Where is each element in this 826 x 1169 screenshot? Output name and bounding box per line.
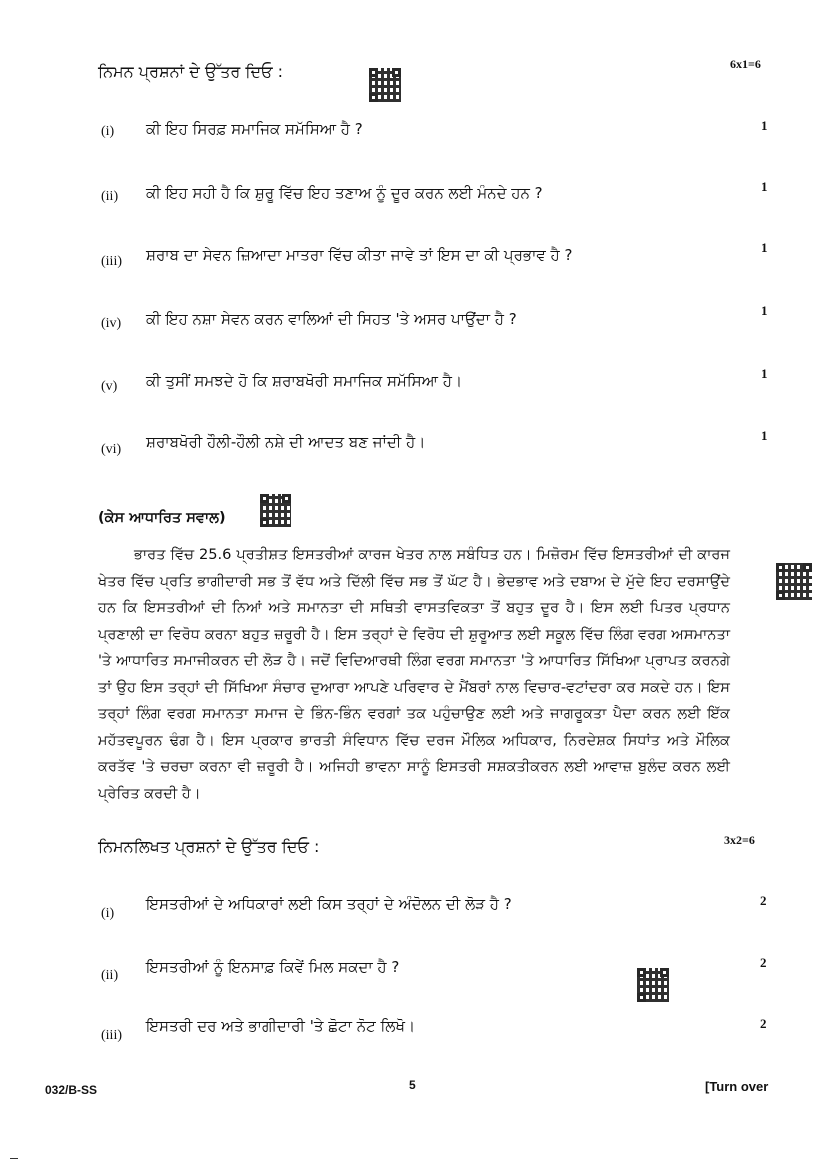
section1-total-marks: 6x1=6	[730, 57, 761, 71]
section2-heading: ਨਿਮਨਲਿਖਤ ਪ੍ਰਸ਼ਨਾਂ ਦੇ ਉੱਤਰ ਦਿਓ :	[98, 837, 320, 856]
bottom-edge-mark	[10, 1158, 18, 1159]
case-passage-text: ਭਾਰਤ ਵਿੱਚ 25.6 ਪ੍ਰਤੀਸ਼ਤ ਇਸਤਰੀਆਂ ਕਾਰਜ ਖੇਤਰ ਨਾਲ ਸਬੰਧਿਤ ਹਨ। ਮਿਜ਼ੋਰਮ ਵਿੱਚ ਇਸਤਰੀਆਂ ਦੀ ਕਾਰਜ ਖੇਤਰ ਵਿੱਚ ਪ੍ਰਤਿ ਭਾਗੀਦਾਰੀ ਸਭ ਤੋਂ ਵੱਧ ਅਤੇ ਦਿੱਲੀ ਵਿੱਚ ਸਭ ਤੋਂ ਘੱਟ ਹੈ। ਭੇਦਭਾਵ ਅਤੇ ਦਬਾਅ ਦੇ ਮੁੱਦੇ ਇਹ ਦਰਸਾਉਂਦੇ ਹਨ ਕਿ ਇਸਤਰੀਆਂ ਦੀ ਨਿਆਂ ਅਤੇ ਸਮਾਨਤਾ ਦੀ ਸਥਿਤੀ ਵਾਸਤਵਿਕਤਾ ਤੋਂ ਬਹੁਤ ਦੂਰ ਹੈ। ਇਸ ਲਈ ਪਿਤਰ ਪ੍ਰਧਾਨ ਪ੍ਰਣਾਲੀ ਦਾ ਵਿਰੋਧ ਕਰਨਾ ਬਹੁਤ ਜ਼ਰੂਰੀ ਹੈ। ਇਸ ਤਰ੍ਹਾਂ ਦੇ ਵਿਰੋਧ ਦੀ ਸ਼ੁਰੂਆਤ ਲਈ ਸਕੂਲ ਵਿੱਚ ਲਿੰਗ ਵਰਗ ਅਸਮਾਨਤਾ 'ਤੇ ਆਧਾਰਿਤ ਸਮਾਜੀਕਰਨ ਦੀ ਲੋੜ ਹੈ। ਜਦੋਂ ਵਿਦਿਆਰਥੀ ਲਿੰਗ ਵਰਗ ਸਮਾਨਤਾ 'ਤੇ ਆਧਾਰਿਤ ਸਿੱਖਿਆ ਪ੍ਰਾਪਤ ਕਰਨਗੇ ਤਾਂ ਉਹ ਇਸ ਤਰ੍ਹਾਂ ਦੀ ਸਿੱਖਿਆ ਸੰਚਾਰ ਦੁਆਰਾ ਆਪਣੇ ਪਰਿਵਾਰ ਦੇ ਮੈਂਬਰਾਂ ਨਾਲ ਵਿਚਾਰ-ਵਟਾਂਦਰਾ ਕਰ ਸਕਦੇ ਹਨ। ਇਸ ਤਰ੍ਹਾਂ ਲਿੰਗ ਵਰਗ ਸਮਾਨਤਾ ਸਮਾਜ ਦੇ ਭਿੰਨ-ਭਿੰਨ ਵਰਗਾਂ ਤਕ ਪਹੁੰਚਾਉਣ ਲਈ ਅਤੇ ਜਾਗਰੂਕਤਾ ਪੈਦਾ ਕਰਨ ਲਈ ਇੱਕ ਮਹੱਤਵਪੂਰਨ ਢੰਗ ਹੈ। ਇਸ ਪ੍ਰਕਾਰ ਭਾਰਤੀ ਸੰਵਿਧਾਨ ਵਿੱਚ ਦਰਜ ਮੌਲਿਕ ਅਧਿਕਾਰ, ਨਿਰਦੇਸ਼ਕ ਸਿਧਾਂਤ ਅਤੇ ਮੌਲਿਕ ਕਰਤੱਵ 'ਤੇ ਚਰਚਾ ਕਰਨਾ ਵੀ ਜ਼ਰੂਰੀ ਹੈ। ਅਜਿਹੀ ਭਾਵਨਾ ਸਾਨੂੰ ਇਸਤਰੀ ਸਸ਼ਕਤੀਕਰਨ ਲਈ ਆਵਾਜ਼ ਬੁਲੰਦ ਕਰਨ ਲਈ ਪ੍ਰੇਰਿਤ ਕਰਦੀ ਹੈ।	[98, 546, 730, 802]
question-marks: 1	[761, 118, 768, 133]
question-number: (iii)	[101, 1028, 122, 1043]
question-number: (vi)	[101, 442, 122, 457]
case-section-title: (ਕੇਸ ਆਧਾਰਿਤ ਸਵਾਲ)	[98, 510, 226, 526]
question-marks: 1	[761, 179, 768, 194]
question-text: ਕੀ ਤੁਸੀਂ ਸਮਝਦੇ ਹੋ ਕਿ ਸ਼ਰਾਬਖੋਰੀ ਸਮਾਜਿਕ ਸਮੱਸਿਆ ਹੈ।	[146, 372, 463, 390]
question-text: ਕੀ ਇਹ ਸਹੀ ਹੈ ਕਿ ਸ਼ੁਰੂ ਵਿੱਚ ਇਹ ਤਣਾਅ ਨੂੰ ਦੂਰ ਕਰਨ ਲਈ ਮੰਨਦੇ ਹਨ ?	[146, 184, 543, 202]
question-marks: 2	[760, 893, 767, 908]
question-marks: 2	[760, 1016, 767, 1031]
question-text: ਕੀ ਇਹ ਸਿਰਫ਼ ਸਮਾਜਿਕ ਸਮੱਸਿਆ ਹੈ ?	[146, 120, 363, 138]
footer-turn-over: [Turn over	[705, 1079, 769, 1094]
question-text: ਕੀ ਇਹ ਨਸ਼ਾ ਸੇਵਨ ਕਰਨ ਵਾਲਿਆਂ ਦੀ ਸਿਹਤ 'ਤੇ ਅਸਰ ਪਾਉਂਦਾ ਹੈ ?	[146, 310, 517, 328]
case-passage	[98, 542, 730, 807]
question-marks: 1	[761, 240, 768, 255]
question-number: (ii)	[101, 189, 119, 204]
question-text: ਸ਼ਰਾਬਖੋਰੀ ਹੌਲੀ-ਹੌਲੀ ਨਸ਼ੇ ਦੀ ਆਦਤ ਬਣ ਜਾਂਦੀ ਹੈ।	[146, 433, 426, 451]
qr-code-icon	[260, 494, 291, 527]
question-marks: 1	[761, 366, 768, 381]
question-number: (iv)	[101, 316, 122, 331]
qr-code-icon	[369, 68, 401, 102]
qr-code-icon	[637, 968, 669, 1002]
qr-code-icon	[776, 563, 812, 600]
question-text: ਇਸਤਰੀਆਂ ਦੇ ਅਧਿਕਾਰਾਂ ਲਈ ਕਿਸ ਤਰ੍ਹਾਂ ਦੇ ਅੰਦੋਲਨ ਦੀ ਲੋੜ ਹੈ ?	[146, 895, 512, 913]
question-number: (iii)	[101, 254, 122, 269]
question-text: ਸ਼ਰਾਬ ਦਾ ਸੇਵਨ ਜ਼ਿਆਦਾ ਮਾਤਰਾ ਵਿੱਚ ਕੀਤਾ ਜਾਵੇ ਤਾਂ ਇਸ ਦਾ ਕੀ ਪ੍ਰਭਾਵ ਹੈ ?	[146, 246, 573, 264]
question-number: (i)	[101, 124, 115, 139]
section2-total-marks: 3x2=6	[724, 833, 755, 847]
section1-heading: ਨਿਮਨ ਪ੍ਰਸ਼ਨਾਂ ਦੇ ਉੱਤਰ ਦਿਓ :	[98, 62, 284, 81]
question-number: (ii)	[101, 968, 119, 983]
question-number: (v)	[101, 379, 118, 394]
footer-paper-code: 032/B-SS	[45, 1083, 98, 1097]
question-number: (i)	[101, 906, 115, 921]
question-marks: 1	[761, 428, 768, 443]
question-marks: 1	[761, 303, 768, 318]
question-text: ਇਸਤਰੀ ਦਰ ਅਤੇ ਭਾਗੀਦਾਰੀ 'ਤੇ ਛੋਟਾ ਨੋਟ ਲਿਖੋ।	[146, 1017, 416, 1035]
question-marks: 2	[760, 955, 767, 970]
question-text: ਇਸਤਰੀਆਂ ਨੂੰ ਇਨਸਾਫ਼ ਕਿਵੇਂ ਮਿਲ ਸਕਦਾ ਹੈ ?	[146, 958, 400, 976]
footer-page-number: 5	[409, 1078, 416, 1092]
